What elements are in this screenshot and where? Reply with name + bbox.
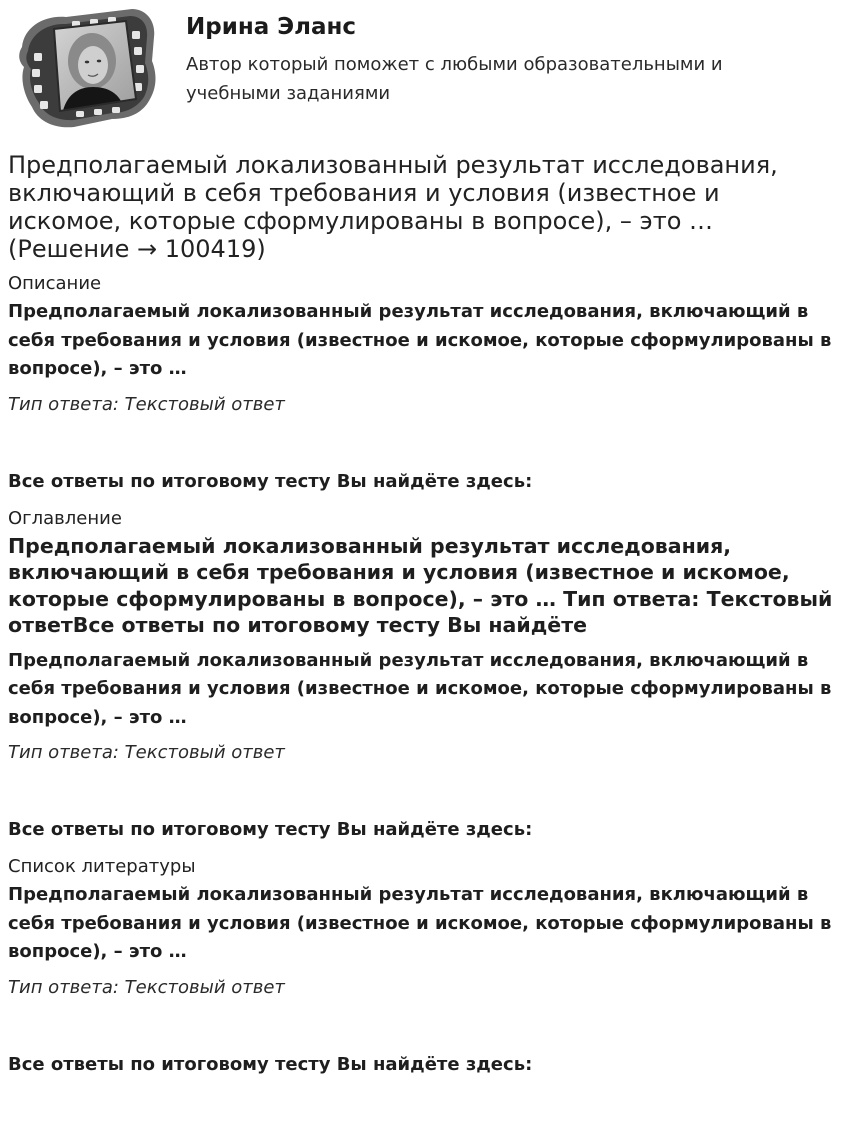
author-header bbox=[8, 0, 839, 140]
answer-type: Тип ответа: Текстовый ответ bbox=[8, 393, 285, 415]
all-answers-link-text: Все ответы по итоговому тесту Вы найдёте здесь: bbox=[8, 819, 533, 840]
section-label-toc: Оглавление bbox=[8, 507, 122, 529]
question-text: Предполагаемый локализованный результат исследования, включающий в себя требования и условия (известное и искомое, которые сформулированы в вопросе), – это … bbox=[8, 884, 832, 962]
bibliography-section bbox=[8, 855, 839, 1077]
description-section bbox=[8, 272, 839, 494]
section-label-description: Описание bbox=[8, 273, 102, 294]
toc-section bbox=[8, 507, 839, 843]
page-title: Предполагаемый локализованный результат исследования, включающий в себя требования и условия (известное и искомое, которые сформулированы в вопросе), – это … (Решение → 100419) bbox=[8, 151, 778, 263]
all-answers-link-text: Все ответы по итоговому тесту Вы найдёте здесь: bbox=[8, 1053, 533, 1075]
answer-type: Тип ответа: Текстовый ответ bbox=[8, 742, 285, 763]
answer-type: Тип ответа: Текстовый ответ bbox=[8, 976, 285, 998]
question-text: Предполагаемый локализованный результат исследования, включающий в себя требования и условия (известное и искомое, которые сформулированы в вопросе), – это … bbox=[8, 301, 832, 379]
section-label-bibliography: Список литературы bbox=[8, 856, 196, 877]
toc-heading: Предполагаемый локализованный результат исследования, включающий в себя требования и условия (известное и искомое, которые сформулированы в вопросе), – это … Тип ответа: Текстовый ответВсе ответы по итоговому тесту Вы найдёте bbox=[8, 533, 833, 637]
film-frame-avatar-icon bbox=[14, 7, 160, 129]
question-text: Предполагаемый локализованный результат исследования, включающий в себя требования и условия (известное и искомое, которые сформулированы в вопросе), – это … bbox=[8, 649, 832, 728]
author-description: Автор который поможет с любыми образовательными и учебными заданиями bbox=[186, 54, 723, 104]
all-answers-link-text: Все ответы по итоговому тесту Вы найдёте здесь: bbox=[8, 470, 533, 492]
author-avatar[interactable] bbox=[14, 7, 160, 129]
author-name[interactable]: Ирина Эланс bbox=[186, 14, 357, 40]
